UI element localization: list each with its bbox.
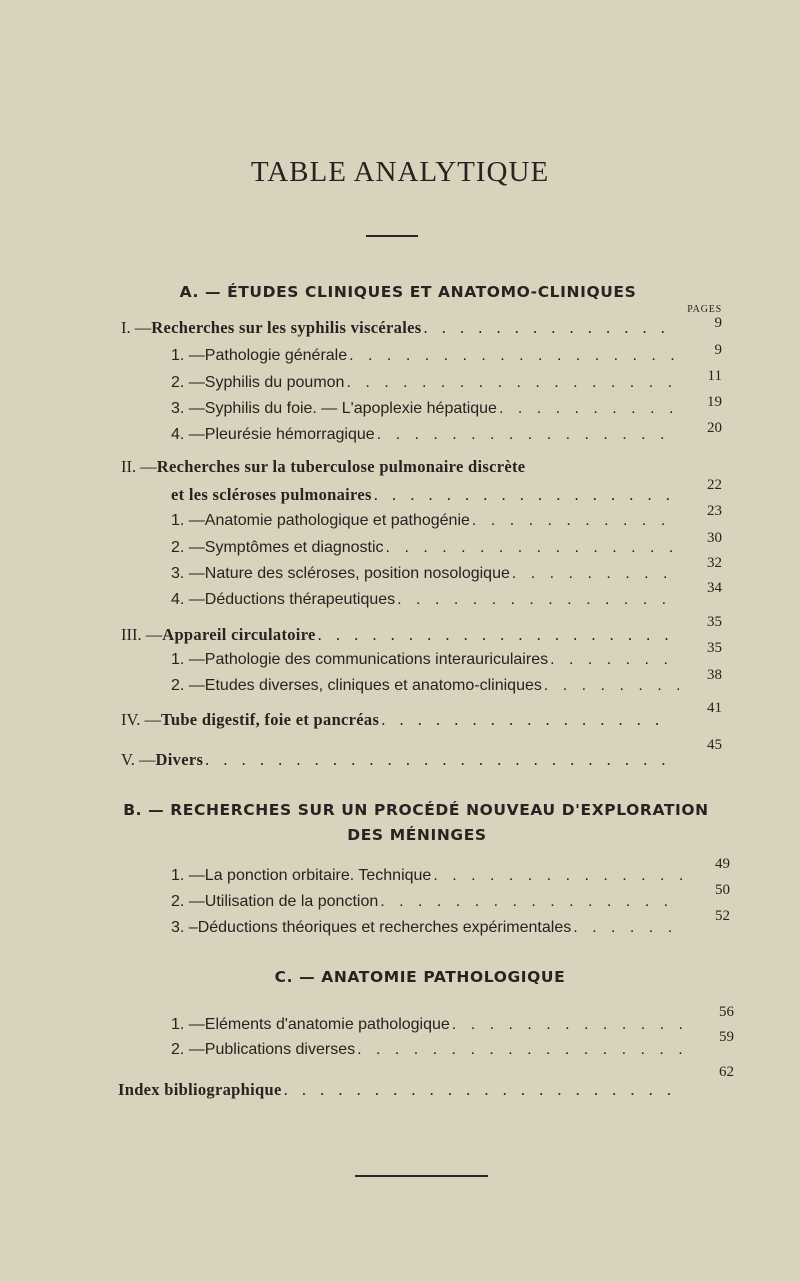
page-number: 9 bbox=[714, 315, 722, 331]
entry-title: Déductions théoriques et recherches expérimentales bbox=[197, 919, 572, 936]
leader-dots bbox=[205, 750, 674, 770]
entry-number: V. — bbox=[121, 750, 156, 769]
leader-dots bbox=[284, 1080, 682, 1100]
page-number: 34 bbox=[707, 580, 722, 596]
toc-entry-2-2: 2. — Symptômes et diagnostic . . . bbox=[171, 539, 678, 557]
leader-dots bbox=[318, 625, 674, 645]
toc-entry-2-4: 4. — Déductions thérapeutiques . . . bbox=[171, 591, 678, 609]
entry-title: Etudes diverses, cliniques et anatomo-cliniques bbox=[204, 677, 542, 694]
title-divider bbox=[366, 235, 418, 237]
page-number: 19 bbox=[707, 394, 722, 410]
leader-dots bbox=[544, 677, 679, 695]
page-number: 38 bbox=[707, 667, 722, 683]
toc-entry-section-1 bbox=[121, 318, 678, 338]
page-number: 52 bbox=[715, 908, 730, 924]
leader-dots bbox=[423, 318, 674, 338]
page-number: 32 bbox=[707, 555, 722, 571]
entry-number: II. — bbox=[121, 457, 157, 476]
entry-title: Pleurésie hémorragique bbox=[204, 426, 375, 443]
entry-title: Pathologie des communications interauriculaires bbox=[204, 651, 549, 668]
leader-dots bbox=[349, 347, 674, 365]
page-number: 35 bbox=[707, 640, 722, 656]
bottom-divider bbox=[355, 1175, 488, 1177]
toc-entry-2-1: 1. — Anatomie pathologique et pathogénie . . . bbox=[171, 512, 678, 530]
entry-title: Publications diverses bbox=[204, 1041, 356, 1058]
page-number: 35 bbox=[707, 614, 722, 630]
entry-title: Syphilis du poumon bbox=[204, 374, 345, 391]
page-title: TABLE ANALYTIQUE bbox=[250, 156, 550, 188]
leader-dots bbox=[499, 400, 674, 418]
toc-entry-section-2 bbox=[121, 457, 691, 477]
leader-dots bbox=[374, 485, 674, 505]
page-number: 9 bbox=[714, 342, 722, 358]
entry-title: Déductions thérapeutiques bbox=[204, 591, 396, 608]
entry-number: I. — bbox=[121, 318, 152, 337]
toc-entry-section-2-continued bbox=[171, 485, 678, 505]
entry-title: Appareil circulatoire bbox=[162, 625, 316, 644]
toc-entry-b-3: 3. – Déductions théoriques et recherches expérimentales . . . bbox=[171, 919, 686, 937]
toc-entry-c-1: 1. — Eléments d'anatomie pathologique . . . bbox=[171, 1016, 686, 1034]
toc-entry-section-3 bbox=[121, 625, 678, 645]
entry-title: La ponction orbitaire. Technique bbox=[204, 867, 432, 884]
leader-dots bbox=[550, 651, 679, 669]
entry-title: Tube digestif, foie et pancréas bbox=[161, 710, 380, 729]
entry-title: Pathologie générale bbox=[204, 347, 348, 364]
page-number: 30 bbox=[707, 530, 722, 546]
page-number: 50 bbox=[715, 882, 730, 898]
entry-number: III. — bbox=[121, 625, 163, 644]
entry-number: IV. — bbox=[121, 710, 162, 729]
entry-title: Divers bbox=[155, 750, 204, 769]
pages-column-label: PAGES bbox=[687, 304, 722, 315]
leader-dots bbox=[573, 919, 682, 937]
entry-title: Nature des scléroses, position nosologique bbox=[204, 565, 510, 582]
entry-title: Utilisation de la ponction bbox=[204, 893, 379, 910]
entry-title: Recherches sur les syphilis viscérales bbox=[151, 318, 422, 337]
page-number: 56 bbox=[719, 1004, 734, 1020]
page-number: 41 bbox=[707, 700, 722, 716]
entry-title: Syphilis du foie. — L'apoplexie hépatique bbox=[204, 400, 497, 417]
entry-title: Symptômes et diagnostic bbox=[204, 539, 384, 556]
toc-entry-b-1: 1. — La ponction orbitaire. Technique . . . bbox=[171, 867, 686, 885]
entry-title: Index bibliographique bbox=[118, 1080, 282, 1099]
page-number: 22 bbox=[707, 477, 722, 493]
leader-dots bbox=[397, 591, 674, 609]
leader-dots bbox=[472, 512, 674, 530]
leader-dots bbox=[512, 565, 674, 583]
toc-entry-3-2: 2. — Etudes diverses, cliniques et anatomo-cliniques . . . bbox=[171, 677, 683, 695]
entry-title: Anatomie pathologique et pathogénie bbox=[204, 512, 470, 529]
page-number: 49 bbox=[715, 856, 730, 872]
toc-entry-1-3: 3. — Syphilis du foie. — L'apoplexie hépatique . . . bbox=[171, 400, 678, 418]
leader-dots bbox=[377, 426, 674, 444]
leader-dots bbox=[452, 1016, 682, 1034]
page-number: 11 bbox=[707, 368, 722, 384]
section-b-heading-line2: DES MÉNINGES bbox=[347, 826, 487, 844]
section-c-heading: C. — ANATOMIE PATHOLOGIQUE bbox=[274, 968, 566, 986]
leader-dots bbox=[346, 374, 674, 392]
page-number: 45 bbox=[707, 737, 722, 753]
leader-dots bbox=[386, 539, 674, 557]
toc-entry-1-4: 4. — Pleurésie hémorragique . . . bbox=[171, 426, 678, 444]
toc-entry-2-3: 3. — Nature des scléroses, position nosologique . . . bbox=[171, 565, 678, 583]
page-number: 59 bbox=[719, 1029, 734, 1045]
page-number: 62 bbox=[719, 1064, 734, 1080]
section-a-heading: A. — ÉTUDES CLINIQUES ET ANATOMO-CLINIQUES bbox=[179, 283, 637, 301]
entry-title-continued: et les scléroses pulmonaires bbox=[171, 485, 372, 504]
page-number: 20 bbox=[707, 420, 722, 436]
leader-dots bbox=[381, 710, 674, 730]
page-number: 23 bbox=[707, 503, 722, 519]
leader-dots bbox=[380, 893, 682, 911]
entry-title: Eléments d'anatomie pathologique bbox=[204, 1016, 450, 1033]
toc-entry-b-2: 2. — Utilisation de la ponction . . . bbox=[171, 893, 686, 911]
toc-entry-3-1: 1. — Pathologie des communications interauriculaires . . . bbox=[171, 651, 683, 669]
toc-entry-index bbox=[118, 1080, 686, 1100]
leader-dots bbox=[433, 867, 682, 885]
toc-entry-section-4 bbox=[121, 710, 678, 730]
toc-entry-c-2: 2. — Publications diverses . . . bbox=[171, 1041, 686, 1059]
toc-entry-section-5 bbox=[121, 750, 678, 770]
toc-entry-1-1: 1. — Pathologie générale . . . bbox=[171, 347, 678, 365]
section-b-heading: B. — RECHERCHES SUR UN PROCÉDÉ NOUVEAU D'EXPLORATION bbox=[123, 801, 709, 819]
entry-title: Recherches sur la tuberculose pulmonaire discrète bbox=[156, 457, 526, 476]
toc-entry-1-2: 2. — Syphilis du poumon . . . bbox=[171, 374, 678, 392]
leader-dots bbox=[357, 1041, 682, 1059]
